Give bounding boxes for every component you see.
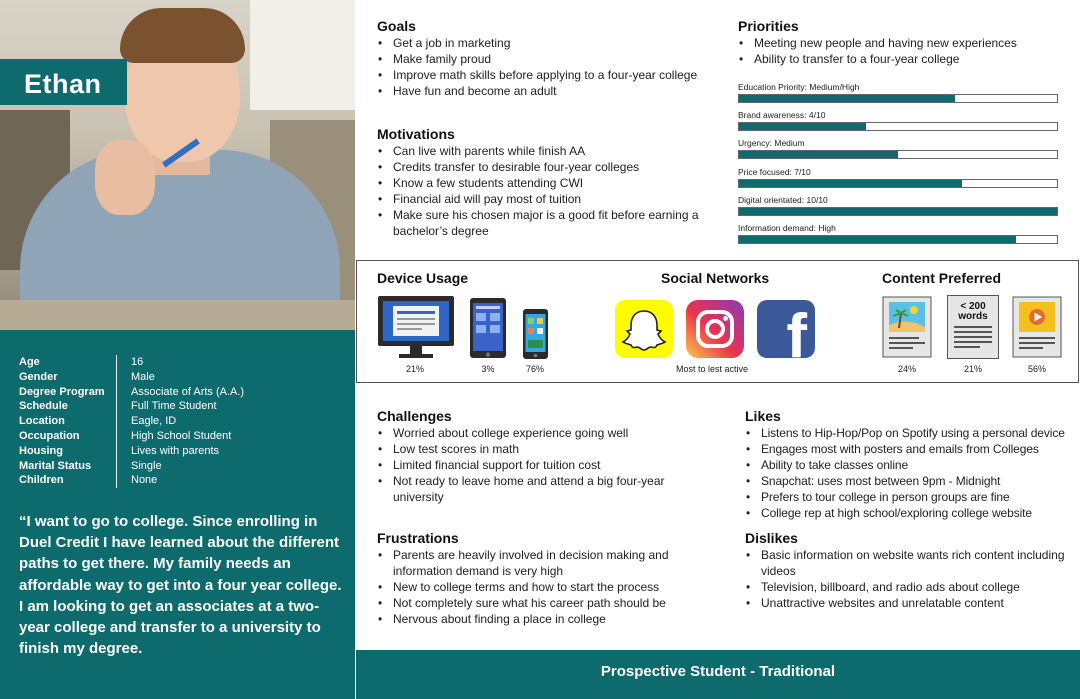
priority-bar-track (738, 94, 1058, 103)
priority-bar-label: Brand awareness: 4/10 (738, 110, 826, 121)
priority-bar (738, 165, 1060, 193)
list-item: • Low test scores in math (377, 441, 702, 457)
fact-value: Lives with parents (131, 444, 220, 457)
fact-key: Marital Status (19, 459, 92, 472)
priority-bar-track (738, 179, 1058, 188)
fact-divider (116, 399, 117, 414)
list-item: • Prefers to tour college in person groups are fine (745, 489, 1075, 505)
fact-row (19, 399, 339, 414)
priority-bar-track (738, 150, 1058, 159)
fact-value: Eagle, ID (131, 415, 177, 428)
fact-row (19, 473, 339, 488)
priority-bar (738, 108, 1060, 136)
photo-desk (0, 300, 355, 330)
list-item: • Nervous about finding a place in college (377, 611, 712, 627)
fact-divider (116, 385, 117, 400)
persona-photo (0, 0, 355, 330)
list-item: • Ability to take classes online (745, 457, 1075, 473)
list-item: • College rep at high school/exploring college website (745, 505, 1075, 521)
list-item: • Have fun and become an adult (377, 83, 717, 99)
priority-bar-track (738, 207, 1058, 216)
fact-key: Children (19, 474, 64, 487)
fact-key: Occupation (19, 429, 80, 442)
priority-bar-fill (739, 180, 962, 187)
likes-list (745, 425, 1075, 521)
fact-key: Housing (19, 444, 63, 457)
priority-bar-track (738, 235, 1058, 244)
list-item: • Basic information on website wants rich content including videos (745, 547, 1070, 579)
persona-facts (19, 355, 339, 488)
dislikes-title: Dislikes (745, 530, 798, 546)
priority-bar-label: Digital orientated: 10/10 (738, 194, 828, 205)
challenges-list (377, 425, 702, 505)
device-desktop-pct: 21% (405, 364, 424, 374)
social-networks-caption: Most to lest active (675, 364, 749, 374)
priority-bar-fill (739, 151, 898, 158)
snapchat-icon[interactable] (615, 300, 673, 358)
photo-window (250, 0, 355, 110)
fact-value: 16 (131, 356, 144, 368)
priority-bars (738, 80, 1060, 249)
list-item: • Credits transfer to desirable four-year colleges (377, 159, 707, 175)
fact-row (19, 429, 339, 444)
fact-value: High School Student (131, 429, 232, 442)
list-item: • Unattractive websites and unrelatable content (745, 595, 1070, 611)
content-video-pct: 56% (1027, 364, 1046, 374)
priority-bar-fill (739, 123, 866, 130)
short-text-icon (947, 295, 999, 359)
fact-value: Single (131, 459, 162, 472)
list-item: • Parents are heavily involved in decision making and information demand is very high (377, 547, 712, 579)
content-preferred-title: Content Preferred (882, 270, 1002, 286)
list-item: • Worried about college experience going well (377, 425, 702, 441)
fact-value: Associate of Arts (A.A.) (131, 385, 245, 398)
likes-title: Likes (745, 408, 781, 424)
desktop-monitor-icon (377, 295, 455, 361)
fact-key: Age (19, 356, 40, 368)
priority-bar-track (738, 122, 1058, 131)
fact-value: Male (131, 370, 155, 383)
priority-bar-label: Price focused: 7/10 (738, 166, 811, 177)
goals-list (377, 35, 717, 99)
list-item: • Get a job in marketing (377, 35, 717, 51)
social-networks-title: Social Networks (661, 270, 770, 286)
fact-key: Location (19, 415, 65, 428)
fact-key: Schedule (19, 400, 68, 413)
priority-bar-label: Information demand: High (738, 222, 836, 233)
fact-divider (116, 444, 117, 459)
list-item: • Snapchat: uses most between 9pm - Midnight (745, 473, 1075, 489)
fact-divider (116, 355, 117, 370)
video-icon (1011, 295, 1063, 359)
persona-name: Ethan (0, 59, 127, 105)
frustrations-title: Frustrations (377, 530, 459, 546)
list-item: • Know a few students attending CWI (377, 175, 707, 191)
content-text-pct: 21% (963, 364, 982, 374)
list-item: • Improve math skills before applying to a four-year college (377, 67, 717, 83)
photo-hand (95, 140, 155, 215)
list-item: • Listens to Hip-Hop/Pop on Spotify using a personal device (745, 425, 1075, 441)
photo-hair (120, 8, 245, 63)
facebook-icon[interactable]: f (757, 300, 815, 358)
fact-divider (116, 459, 117, 474)
list-item: • New to college terms and how to start the process (377, 579, 712, 595)
list-item: • Make family proud (377, 51, 717, 67)
fact-divider (116, 473, 117, 488)
priority-bar-label: Education Priority: Medium/High (738, 82, 860, 92)
device-phone-pct: 76% (525, 364, 544, 374)
list-item: • Ability to transfer to a four-year college (738, 51, 1068, 67)
fact-value: Full Time Student (131, 400, 217, 413)
list-item: • Financial aid will pay most of tuition (377, 191, 707, 207)
challenges-title: Challenges (377, 408, 452, 424)
list-item: • Television, billboard, and radio ads about college (745, 579, 1070, 595)
priority-bar-fill (739, 236, 1016, 243)
priority-bar (738, 221, 1060, 249)
fact-divider (116, 429, 117, 444)
device-tablet-pct: 3% (481, 364, 495, 374)
motivations-list (377, 143, 707, 239)
fact-row (19, 355, 339, 370)
fact-key: Gender (19, 370, 58, 383)
instagram-icon[interactable] (686, 300, 744, 358)
fact-divider (116, 414, 117, 429)
smartphone-icon (522, 308, 549, 360)
list-item: • Make sure his chosen major is a good fit before earning a bachelor’s degree (377, 207, 707, 239)
priorities-list (738, 35, 1068, 67)
fact-row (19, 370, 339, 385)
list-item: • Limited financial support for tuition cost (377, 457, 702, 473)
priority-bar (738, 193, 1060, 221)
fact-row (19, 444, 339, 459)
persona-info-panel (0, 330, 355, 699)
content-image-pct: 24% (897, 364, 916, 374)
persona-type-footer: Prospective Student - Traditional (356, 650, 1080, 699)
goals-title: Goals (377, 18, 416, 34)
priority-bar (738, 136, 1060, 164)
tablet-icon (469, 297, 507, 359)
persona-quote: “I want to go to college. Since enrolling in Duel Credit I have learned about the different paths to get there. My family needs an affordable way to get into a four year college. I am looking to get an associates at a two-year college and transfer to a university to finish my degree. (19, 513, 342, 658)
priorities-title: Priorities (738, 18, 799, 34)
fact-value: None (131, 474, 158, 487)
list-item: • Can live with parents while finish AA (377, 143, 707, 159)
usage-panel (356, 260, 1079, 383)
priority-bar-fill (739, 95, 955, 102)
dislikes-list (745, 547, 1070, 611)
fact-divider (116, 370, 117, 385)
priority-bar (738, 80, 1060, 108)
list-item: • Not completely sure what his career path should be (377, 595, 712, 611)
motivations-title: Motivations (377, 126, 455, 142)
image-post-icon (881, 295, 933, 359)
frustrations-list (377, 547, 712, 627)
fact-key: Degree Program (19, 385, 105, 398)
list-item: • Meeting new people and having new experiences (738, 35, 1068, 51)
list-item: • Engages most with posters and emails from Colleges (745, 441, 1075, 457)
fact-row (19, 385, 339, 400)
fact-row (19, 459, 339, 474)
fact-row (19, 414, 339, 429)
device-usage-title: Device Usage (377, 270, 469, 286)
list-item: • Not ready to leave home and attend a big four-year university (377, 473, 702, 505)
short-text-label: < 200 words (958, 301, 988, 322)
priority-bar-fill (739, 208, 1057, 215)
priority-bar-label: Urgency: Medium (738, 138, 805, 149)
